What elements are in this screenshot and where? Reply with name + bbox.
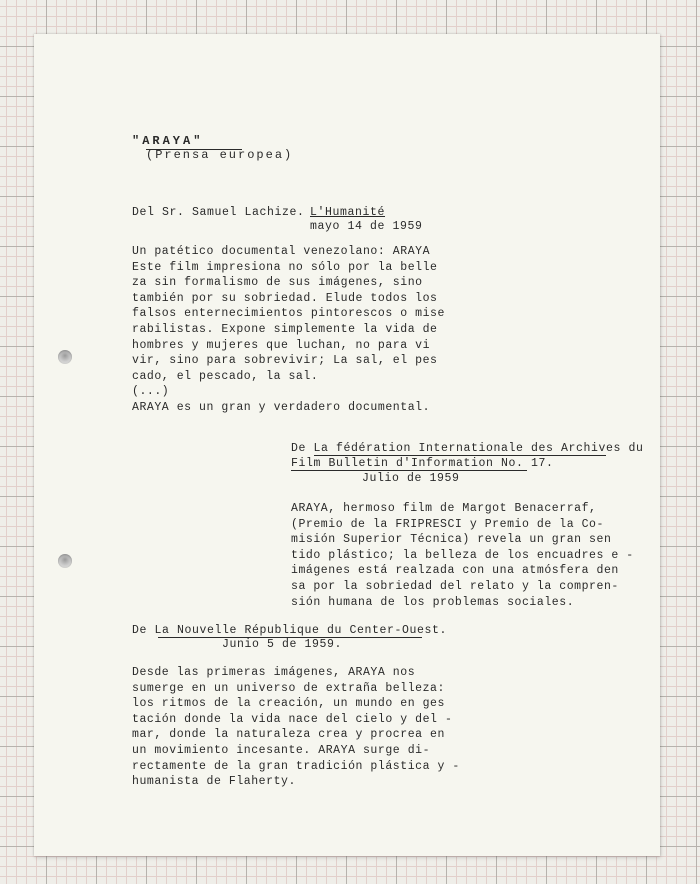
sec1-line: rabilistas. Expone simplemente la vida de [132, 322, 438, 336]
sec2-body [291, 501, 634, 610]
sec2-line: sión humana de los problemas sociales. [291, 595, 575, 609]
sec1-author: Del Sr. Samuel Lachize. [132, 206, 305, 219]
sec1-line: Un patético documental venezolano: ARAYA [132, 245, 431, 258]
sec3-date: Junio 5 de 1959. [222, 638, 343, 651]
sec1-line: falsos enternecimientos pintorescos o mise [132, 307, 445, 321]
sec2-line: imágenes está realzada con una atmósfera den [291, 564, 619, 578]
sec1-body [132, 244, 445, 416]
document-page [34, 34, 660, 856]
sec1-line: hombres y mujeres que luchan, no para vi [132, 338, 431, 352]
sec2-header-line1: De La fédération Internationale des Archives du [291, 442, 644, 455]
sec2-line: tido plástico; la belleza de los encuadres e - [291, 548, 634, 562]
sec3-line: los ritmos de la creación, un mundo en ges [132, 697, 445, 711]
sec2-line: (Premio de la FRIPRESCI y Premio de la Co- [291, 517, 604, 531]
sec1-line: (...) [132, 385, 170, 399]
sec3-line: tación donde la vida nace del cielo y del - [132, 712, 453, 726]
punch-hole-top [58, 350, 72, 364]
sec1-line: za sin formalismo de sus imágenes, sino [132, 276, 423, 290]
document-title: "ARAYA" [132, 134, 204, 148]
sec3-line: Desde las primeras imágenes, ARAYA nos [132, 666, 416, 679]
sec3-body [132, 665, 460, 790]
sec1-date: mayo 14 de 1959 [310, 220, 423, 233]
sec3-line: sumerge en un universo de extraña belleza: [132, 681, 445, 695]
sec2-date: Julio de 1959 [362, 472, 460, 485]
sec2-line: ARAYA, hermoso film de Margot Benacerraf, [291, 502, 597, 515]
sec2-line: misión Superior Técnica) revela un gran sen [291, 533, 612, 547]
sec2-header-line2: Film Bulletin d'Information No. 17. [291, 457, 554, 470]
sec3-line: rectamente de la gran tradición plástica y - [132, 759, 460, 773]
sec3-line: un movimiento incesante. ARAYA surge di- [132, 743, 431, 757]
sec1-line: Este film impresiona no sólo por la belle [132, 260, 438, 274]
sec3-header: De La Nouvelle République du Center-Ouest. [132, 624, 448, 637]
sec3-line: mar, donde la naturaleza crea y procrea en [132, 728, 445, 742]
sec1-source: L'Humanité [310, 206, 386, 219]
document-subtitle: (Prensa europea) [146, 148, 294, 162]
sec1-line: también por su sobriedad. Elude todos los [132, 291, 438, 305]
sec3-line: humanista de Flaherty. [132, 775, 296, 789]
sec1-line: cado, el pescado, la sal. [132, 369, 319, 383]
sec2-line: sa por la sobriedad del relato y la compren- [291, 579, 619, 593]
sec1-line: ARAYA es un gran y verdadero documental. [132, 400, 431, 414]
punch-hole-bottom [58, 554, 72, 568]
sec1-line: vir, sino para sobrevivir; La sal, el pes [132, 354, 438, 368]
